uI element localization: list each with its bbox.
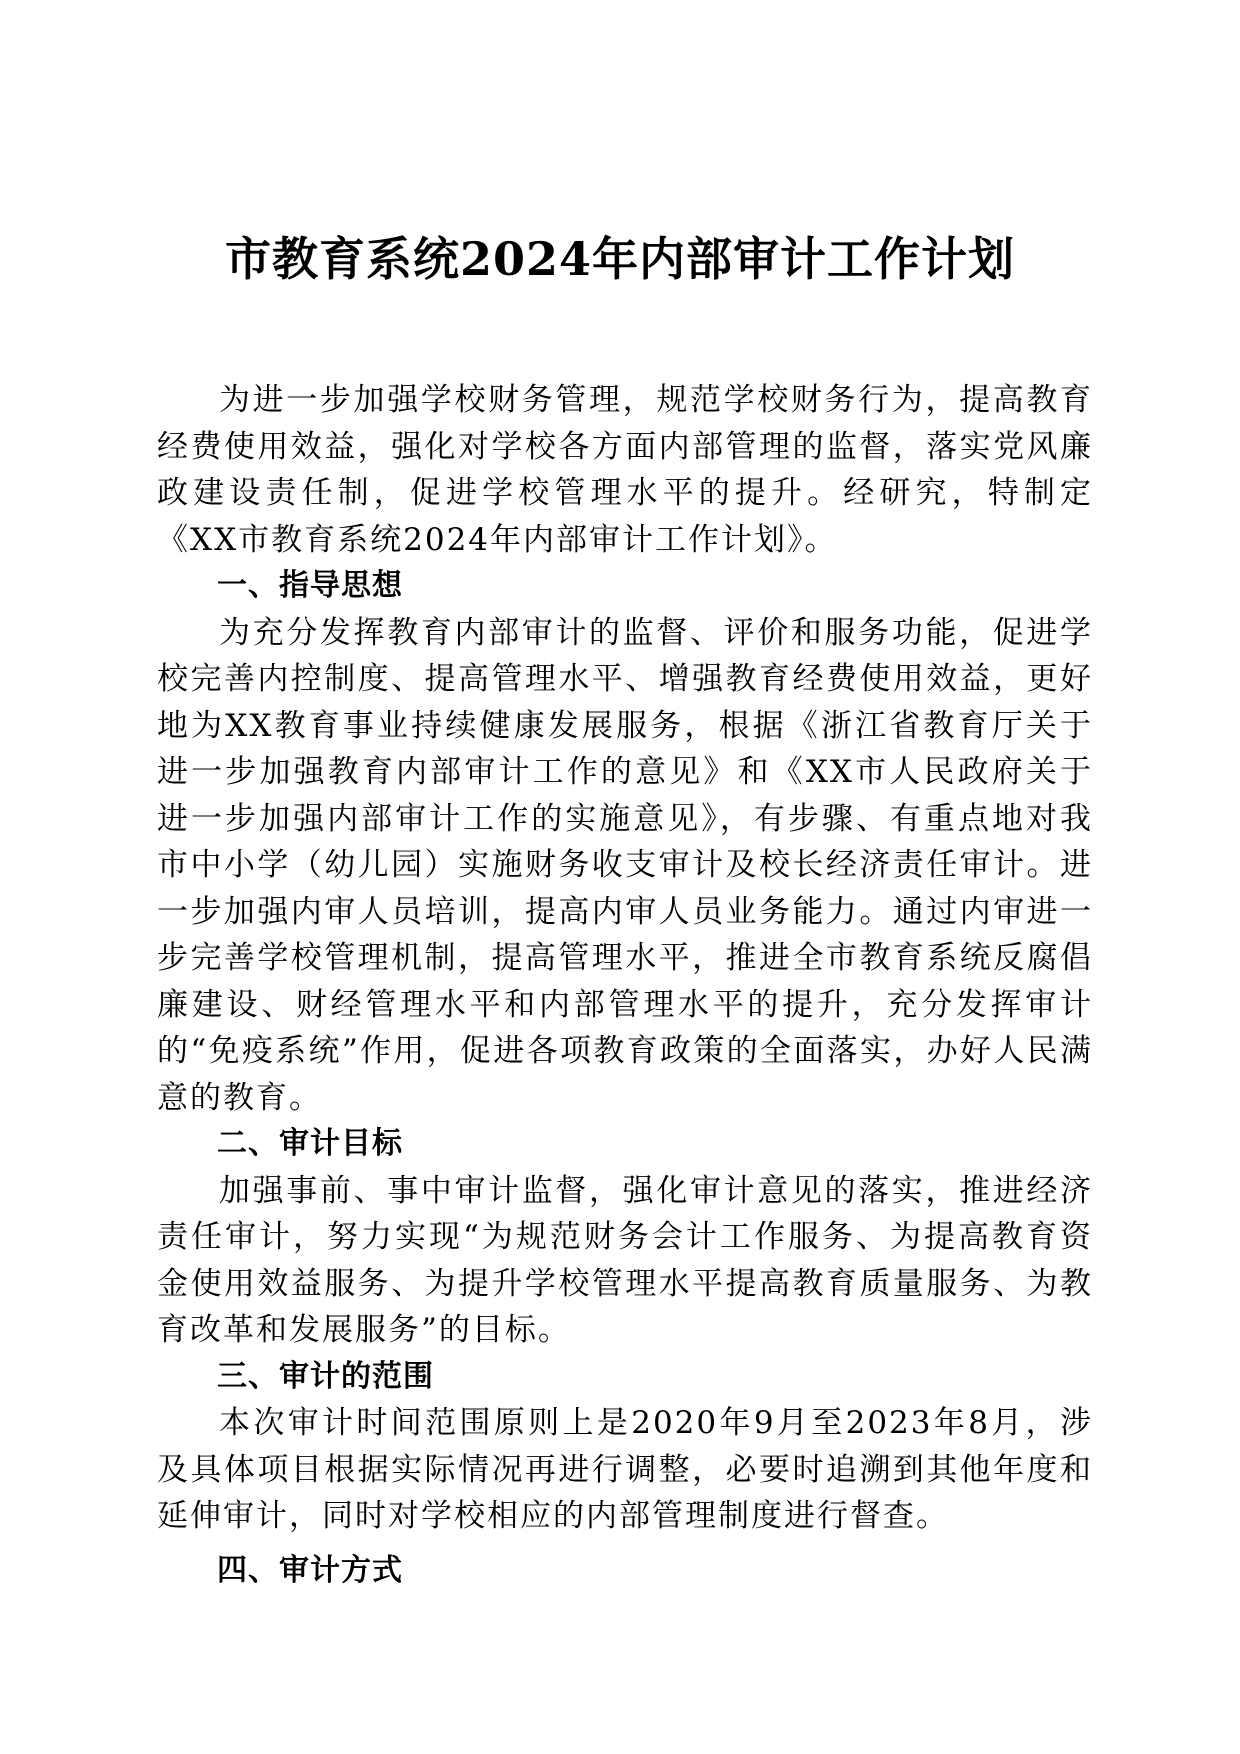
section-heading-guiding-ideology: 一、指导思想 <box>217 568 403 603</box>
intro-paragraph: 为进一步加强学校财务管理，规范学校财务行为，提高教育经费使用效益，强化对学校各方面内部管理的监督，落实党风廉政建设责任制，促进学校管理水平的提升。经研究，特制定《XX市教育系统2024年内部审计工作计划》。 <box>157 382 1093 558</box>
document-body <box>157 377 1093 1594</box>
section-heading-audit-scope: 三、审计的范围 <box>217 1358 434 1394</box>
section-heading-audit-objectives: 二、审计目标 <box>217 1126 403 1161</box>
section-body-guiding-ideology: 为充分发挥教育内部审计的监督、评价和服务功能，促进学校完善内控制度、提高管理水平、增强教育经费使用效益，更好地为XX教育事业持续健康发展服务，根据《浙江省教育厅关于进一步加强教育内部审计工作的意见》和《XX市人民政府关于进一步加强内部审计工作的实施意见》，有步骤、有重点地对我市中小学（幼儿园）实施财务收支审计及校长经济责任审计。进一步加强内审人员培训，提高内审人员业务能力。通过内审进一步完善学校管理机制，提高管理水平，推进全市教育系统反腐倡廉建设、财经管理水平和内部管理水平的提升，充分发挥审计的“免疫系统”作用，促进各项教育政策的全面落实，办好人民满意的教育。 <box>157 614 1093 1116</box>
section-heading-audit-method: 四、审计方式 <box>217 1552 403 1588</box>
section-body-audit-objectives: 加强事前、事中审计监督，强化审计意见的落实，推进经济责任审计，努力实现“为规范财务会计工作服务、为提高教育资金使用效益服务、为提升学校管理水平提高教育质量服务、为教育改革和发展服务”的目标。 <box>157 1172 1093 1348</box>
section-body-audit-scope: 本次审计时间范围原则上是2020年9月至2023年8月，涉及具体项目根据实际情况再进行调整，必要时追溯到其他年度和延伸审计，同时对学校相应的内部管理制度进行督查。 <box>157 1405 1093 1534</box>
document-title: 市教育系统2024年内部审计工作计划 <box>224 232 1016 286</box>
